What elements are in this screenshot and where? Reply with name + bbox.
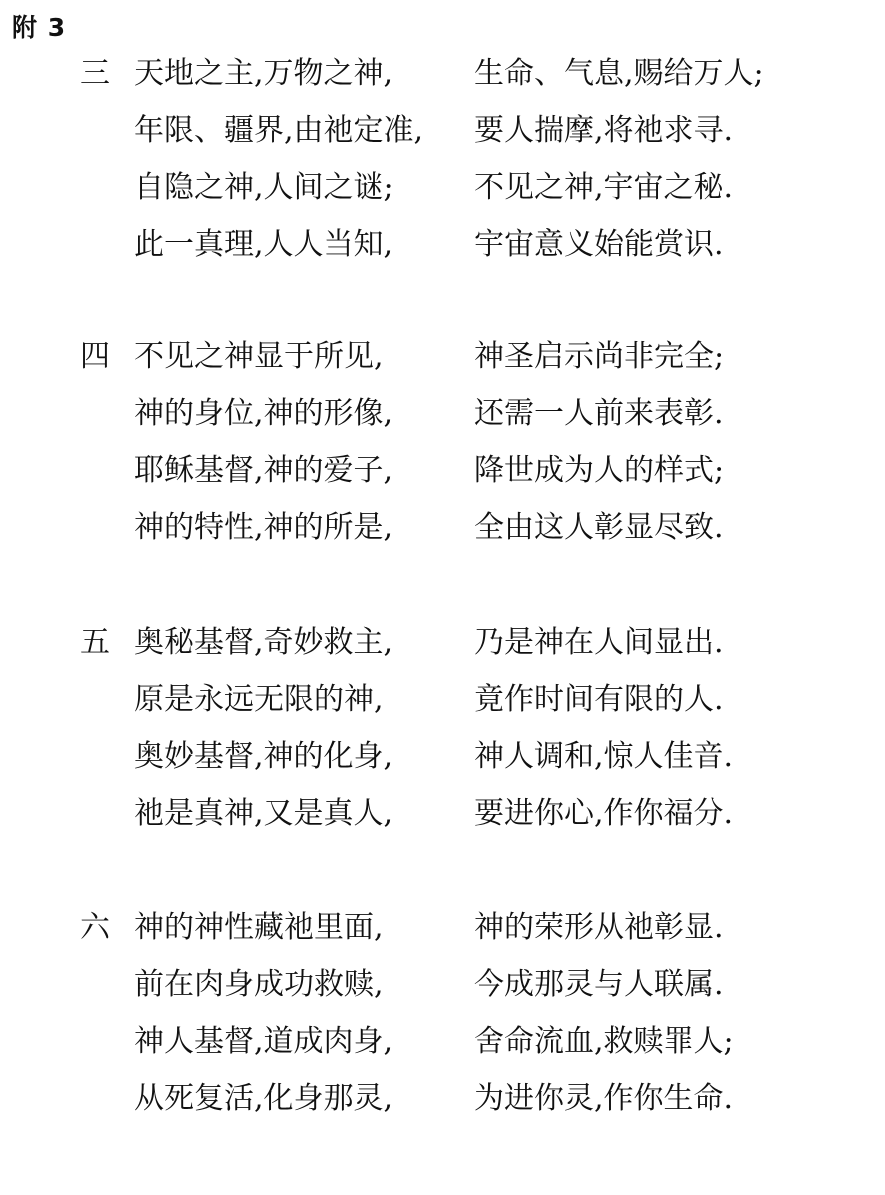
line-second-half: 还需一人前来表彰.: [474, 396, 724, 431]
line-first-half: 年限、疆界,由祂定准,: [134, 113, 424, 148]
hymn-line: [0, 394, 885, 451]
line-first-half: 神的神性藏祂里面,: [134, 910, 384, 945]
line-second-half: 降世成为人的样式;: [474, 453, 725, 488]
hymn-line: [0, 623, 885, 680]
stanza-number: 四: [80, 339, 110, 374]
appendix-label: 附 3: [12, 13, 67, 42]
hymn-line: [0, 451, 885, 508]
line-first-half: 自隐之神,人间之谜;: [134, 170, 394, 205]
line-second-half: 要人揣摩,将祂求寻.: [474, 113, 734, 148]
hymn-line: [0, 908, 885, 965]
hymn-line: [0, 794, 885, 851]
line-second-half: 今成那灵与人联属.: [474, 967, 724, 1002]
line-first-half: 从死复活,化身那灵,: [134, 1081, 394, 1116]
line-second-half: 神的荣形从祂彰显.: [474, 910, 724, 945]
line-first-half: 不见之神显于所见,: [134, 339, 384, 374]
line-second-half: 全由这人彰显尽致.: [474, 510, 724, 545]
line-second-half: 舍命流血,救赎罪人;: [474, 1024, 734, 1059]
line-second-half: 神圣启示尚非完全;: [474, 339, 725, 374]
stanza-number: 六: [80, 910, 110, 945]
hymn-line: [0, 111, 885, 168]
line-first-half: 耶稣基督,神的爱子,: [134, 453, 394, 488]
hymn-line: [0, 680, 885, 737]
line-first-half: 奥秘基督,奇妙救主,: [134, 625, 394, 660]
line-first-half: 原是永远无限的神,: [134, 682, 384, 717]
stanza-6: [0, 908, 885, 1136]
line-first-half: 神的身位,神的形像,: [134, 396, 394, 431]
line-first-half: 此一真理,人人当知,: [134, 227, 394, 262]
hymn-line: [0, 225, 885, 282]
stanza-3: [0, 54, 885, 282]
line-first-half: 祂是真神,又是真人,: [134, 796, 394, 831]
stanza-4: [0, 337, 885, 565]
line-first-half: 前在肉身成功救赎,: [134, 967, 384, 1002]
hymn-line: [0, 737, 885, 794]
line-first-half: 奥妙基督,神的化身,: [134, 739, 394, 774]
line-second-half: 要进你心,作你福分.: [474, 796, 734, 831]
hymn-line: [0, 508, 885, 565]
line-second-half: 宇宙意义始能赏识.: [474, 227, 724, 262]
line-second-half: 竟作时间有限的人.: [474, 682, 724, 717]
hymn-line: [0, 1022, 885, 1079]
line-first-half: 神的特性,神的所是,: [134, 510, 394, 545]
line-second-half: 为进你灵,作你生命.: [474, 1081, 734, 1116]
line-first-half: 神人基督,道成肉身,: [134, 1024, 394, 1059]
line-second-half: 不见之神,宇宙之秘.: [474, 170, 734, 205]
line-second-half: 乃是神在人间显出.: [474, 625, 724, 660]
hymn-line: [0, 54, 885, 111]
hymn-line: [0, 168, 885, 225]
line-second-half: 生命、气息,赐给万人;: [474, 56, 764, 91]
stanza-number: 三: [80, 56, 110, 91]
hymn-line: [0, 1079, 885, 1136]
hymn-line: [0, 337, 885, 394]
stanza-5: [0, 623, 885, 851]
hymn-line: [0, 965, 885, 1022]
stanza-number: 五: [80, 625, 110, 660]
line-second-half: 神人调和,惊人佳音.: [474, 739, 734, 774]
line-first-half: 天地之主,万物之神,: [134, 56, 394, 91]
